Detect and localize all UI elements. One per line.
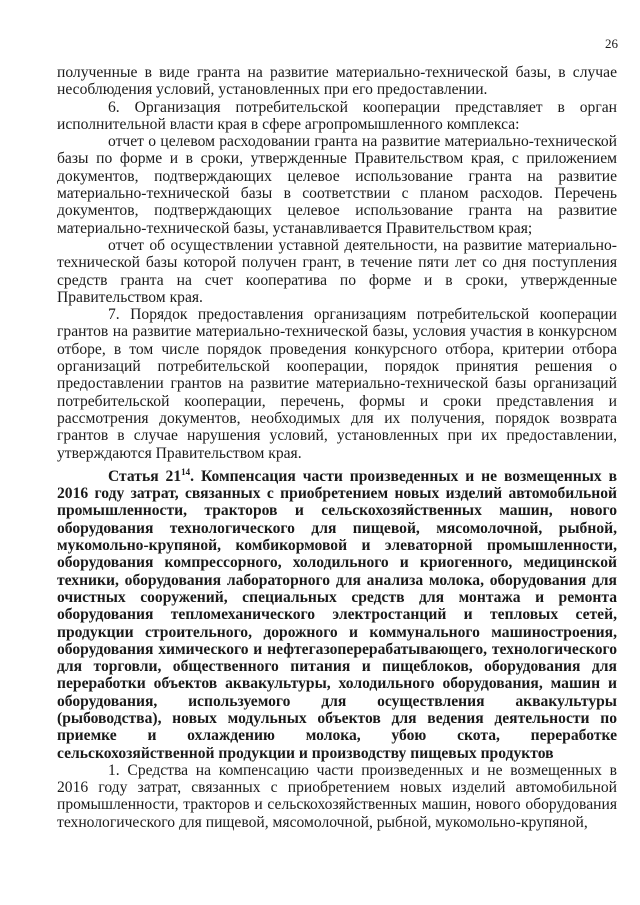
paragraph-report-statutory-activity: отчет об осуществлении уставной деятельности, на развитие материально-технической базы которой получен грант, в течение пяти лет со дня поступления средств гранта на счет кооператива по форме и в сроки, утвержденные Правительством края. (57, 236, 617, 306)
article-heading (57, 468, 617, 762)
document-body (57, 64, 617, 831)
paragraph-article-item-1: 1. Средства на компенсацию части произведенных и не возмещенных в 2016 году затрат, связанных с приобретением новых изделий автомобильной промышленности, тракторов и сельскохозяйственных машин, нового оборудования технологического для пищевой, мясомолочной, рыбной, мукомольно-крупяной, (57, 761, 617, 831)
page-number: 26 (605, 36, 618, 51)
article-number: Статья 21 (108, 467, 182, 485)
paragraph-report-target-use: отчет о целевом расходовании гранта на развитие материально-технической базы по форме и в сроки, утвержденные Правительством края, с приложением документов, подтверждающих целевое использование гранта на развитие материально-технической базы в соответствии с планом расходов. Перечень документов, подтверждающих целевое использование гранта на развитие материально-технической базы, устанавливается Правительством края; (57, 133, 617, 237)
paragraph-item-7: 7. Порядок предоставления организациям потребительской кооперации грантов на развитие материально-технической базы, условия участия в конкурсном отборе, в том числе порядок проведения конкурсного отбора, критерии отбора организаций потребительской кооперации, порядок принятия решения о предоставлении грантов на развитие материально-технической базы организаций потребительской кооперации, перечень, формы и сроки представления и рассмотрения документов, необходимых для их получения, порядок возврата грантов в случае нарушения условий, установленных при их предоставлении, утверждаются Правительством края. (57, 306, 617, 462)
article-title: . Компенсация части произведенных и не возмещенных в 2016 году затрат, связанных с приобретением новых изделий автомобильной промышленности, тракторов и сельскохозяйственных машин, нового оборудования технологического для пищевой, мясомолочной, рыбной, мукомольно-крупяной, комбикормовой и элеваторной промышленности, оборудования компрессорного, холодильного и криогенного, медицинской техники, оборудования лабораторного для анализа молока, оборудования для очистных сооружений, специальных средств для монтажа и ремонта оборудования тепломеханического электростанций и тепловых сетей, продукции строительного, дорожного и коммунального машиностроения, оборудования химического и нефтегазоперерабатывающего, технологического для торговли, общественного питания и пищеблоков, оборудования для переработки объектов аквакультуры, холодильного оборудования, машин и оборудования, используемого для осуществления аквакультуры (рыбоводства), новых модульных объектов для ведения деятельности по приемке и охлаждению молока, убою скота, переработке сельскохозяйственной продукции и производству пищевых продуктов (57, 467, 617, 762)
paragraph-item-6: 6. Организация потребительской кооперации представляет в орган исполнительной власти края в сфере агропромышленного комплекса: (57, 98, 617, 133)
paragraph-continuation: полученные в виде гранта на развитие материально-технической базы, в случае несоблюдения условий, установленных при его предоставлении. (57, 64, 617, 99)
article-number-superscript: 14 (181, 466, 191, 477)
